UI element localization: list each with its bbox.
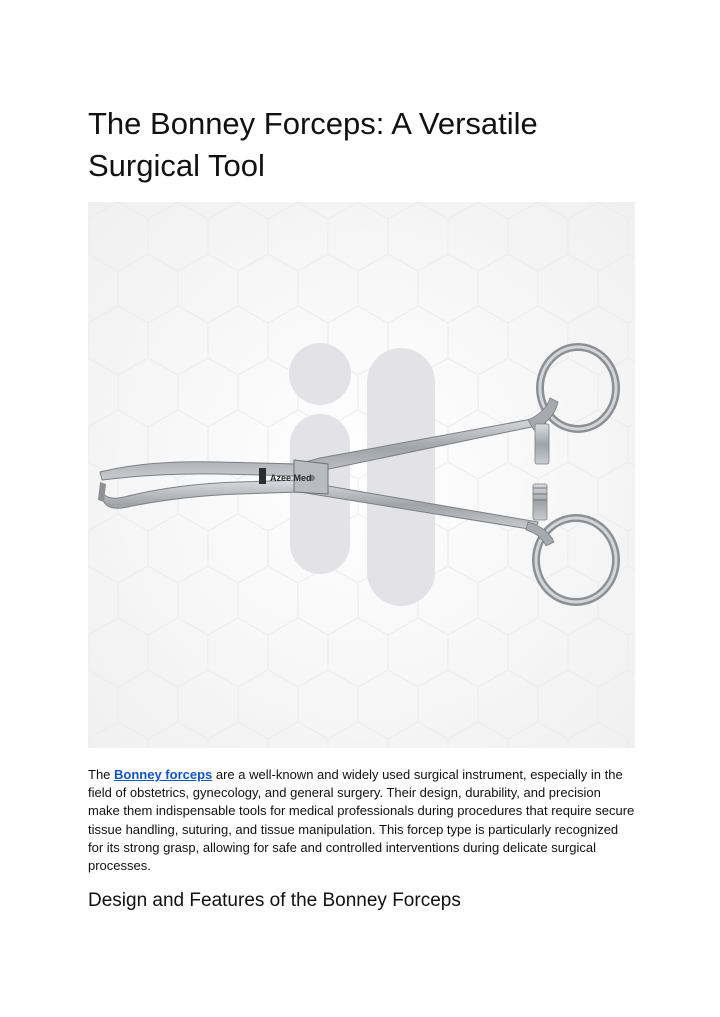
brand-mark-text: Azee Med (270, 473, 312, 483)
bonney-forceps-link[interactable]: Bonney forceps (114, 767, 213, 782)
section-heading: Design and Features of the Bonney Forceps (88, 890, 461, 911)
bonney-forceps-illustration (88, 202, 635, 748)
intro-body: are a well-known and widely used surgical instrument, especially in the field of obstetrics, gynecology, and general surgery. Their design, durability, and precision make them indispensable tools for medical professionals during procedures that require secure tissue handling, suturing, and tissue manipulation. This forcep type is particularly recognized for its strong grasp, allowing for safe and controlled interventions during delicate surgical processes. (88, 767, 635, 874)
intro-paragraph (88, 766, 636, 875)
product-image (88, 202, 635, 748)
intro-prefix: The (88, 767, 115, 782)
page-title: The Bonney Forceps: A Versatile Surgical Tool (88, 106, 538, 183)
